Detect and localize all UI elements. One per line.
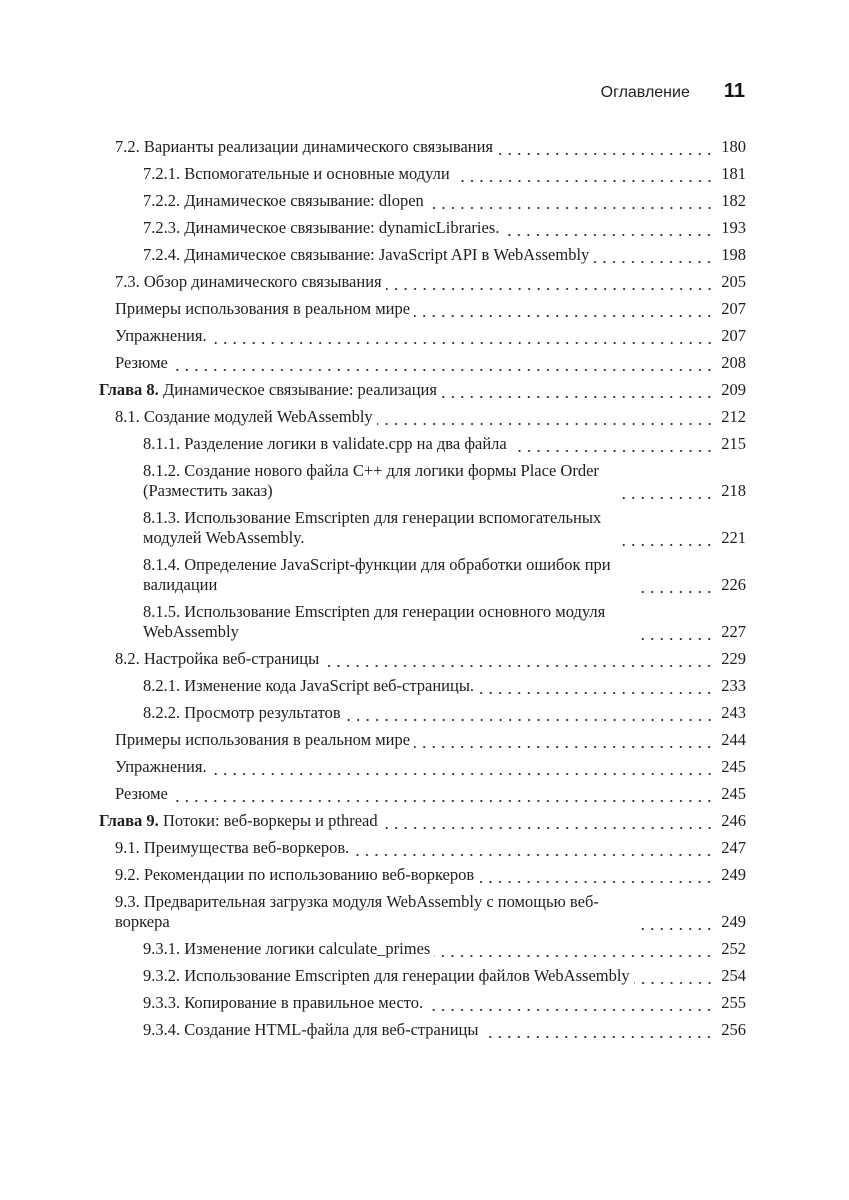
toc-entry[interactable] <box>99 457 746 504</box>
toc-entry-title <box>143 164 450 184</box>
toc-entry-text: 9.3.4. Создание HTML-файла для веб-страницы <box>143 1019 479 1039</box>
toc-entry-text: 9.3.1. Изменение логики calculate_primes <box>143 938 431 958</box>
toc-entry-title <box>115 353 168 373</box>
dot-leader <box>211 326 714 346</box>
toc-entry-text: Упражнения. <box>115 756 207 776</box>
dot-leader <box>377 407 714 427</box>
toc-entry[interactable] <box>99 322 746 349</box>
toc-entry[interactable] <box>99 598 746 645</box>
dot-leader <box>639 912 714 932</box>
toc-page-number: 247 <box>721 837 746 857</box>
toc-entry[interactable] <box>99 645 746 672</box>
dot-leader <box>511 434 714 454</box>
toc-entry-title <box>115 784 168 804</box>
toc-page-number: 182 <box>721 190 746 210</box>
toc-entry-title <box>143 993 423 1013</box>
toc-entry[interactable] <box>99 726 746 753</box>
toc-entry-text: Примеры использования в реальном мире <box>115 298 411 318</box>
toc-entry-text: 7.2.3. Динамическое связывание: dynamicLibraries. <box>143 217 500 237</box>
toc-entry-title <box>115 299 410 319</box>
toc-entry-text: 8.1.4. Определение JavaScript-функции для обработки ошибок при валидации <box>143 554 611 594</box>
toc-entry-text: Потоки: веб-воркеры и pthread <box>162 810 378 830</box>
toc-entry-title <box>143 434 507 454</box>
toc-entry-title <box>115 326 207 346</box>
toc-entry[interactable] <box>99 699 746 726</box>
dot-leader <box>434 939 714 959</box>
dot-leader <box>414 299 714 319</box>
dot-leader <box>441 380 714 400</box>
toc-page-number: 198 <box>721 244 746 264</box>
toc-entry[interactable] <box>99 241 746 268</box>
toc-entry-title <box>115 649 319 669</box>
toc-page-number: 249 <box>721 864 746 884</box>
toc-page-number: 207 <box>721 298 746 318</box>
toc-entry-text: Упражнения. <box>115 325 207 345</box>
toc-entry[interactable] <box>99 403 746 430</box>
dot-leader <box>386 272 714 292</box>
toc-page-number: 215 <box>721 433 746 453</box>
toc-entry-text: 7.2.4. Динамическое связывание: JavaScript API в WebAssembly <box>143 244 590 264</box>
dot-leader <box>323 649 714 669</box>
toc-entry[interactable] <box>99 430 746 457</box>
toc-entry-title <box>115 272 382 292</box>
toc-entry[interactable] <box>99 888 746 935</box>
toc-entry[interactable] <box>99 861 746 888</box>
toc-entry-title <box>143 602 633 642</box>
toc-entry[interactable] <box>99 349 746 376</box>
toc-entry-text: 8.2. Настройка веб-страницы <box>115 648 320 668</box>
toc-entry-text: 7.2.2. Динамическое связывание: dlopen <box>143 190 424 210</box>
toc-entry-title <box>143 555 633 595</box>
dot-leader <box>172 353 714 373</box>
dot-leader <box>428 191 714 211</box>
dot-leader <box>353 838 714 858</box>
toc-entry-text: 8.1.3. Использование Emscripten для генерации вспомогательных модулей WebAssembly. <box>143 507 602 547</box>
toc-page-number: 181 <box>721 163 746 183</box>
toc-entry-title <box>115 865 474 885</box>
toc-page-number: 254 <box>721 965 746 985</box>
toc-entry-text: 9.3.2. Использование Emscripten для генерации файлов WebAssembly <box>143 965 630 985</box>
toc-entry[interactable] <box>99 834 746 861</box>
toc-page-number: 256 <box>721 1019 746 1039</box>
toc-entry-text: 7.2.1. Вспомогательные и основные модули <box>143 163 450 183</box>
toc-entry-title <box>115 407 373 427</box>
dot-leader <box>634 966 714 986</box>
dot-leader <box>637 575 714 595</box>
dot-leader <box>617 481 714 501</box>
toc-entry-title <box>143 218 499 238</box>
toc-entry[interactable] <box>99 295 746 322</box>
toc-entry-title <box>99 811 378 831</box>
dot-leader <box>478 676 714 696</box>
toc-page-number: 193 <box>721 217 746 237</box>
toc-page-number: 255 <box>721 992 746 1012</box>
toc-page-number: 245 <box>721 783 746 803</box>
toc-entry-text: Резюме <box>115 783 168 803</box>
running-header-title: Оглавление <box>600 84 690 101</box>
toc-entry-title <box>115 757 207 777</box>
toc-entry-text: 7.2. Варианты реализации динамического связывания <box>115 136 494 156</box>
toc-entry-title <box>115 838 349 858</box>
toc-page-number: 212 <box>721 406 746 426</box>
toc-entry-text: 8.1.5. Использование Emscripten для генерации основного модуля WebAssembly <box>143 601 606 641</box>
toc-entry-title <box>143 966 630 986</box>
dot-leader <box>211 757 714 777</box>
toc-entry-title <box>115 137 493 157</box>
toc-page-number: 229 <box>721 648 746 668</box>
toc-entry-text: 8.1.1. Разделение логики в validate.cpp на два файла <box>143 433 507 453</box>
toc-entry[interactable] <box>99 1016 746 1043</box>
dot-leader <box>497 137 714 157</box>
table-of-contents <box>99 133 746 1043</box>
toc-entry-text: 9.2. Рекомендации по использованию веб-воркеров <box>115 864 475 884</box>
toc-chapter-entry[interactable] <box>99 376 746 403</box>
toc-entry-text: Динамическое связывание: реализация <box>162 379 437 399</box>
toc-page-number: 243 <box>721 702 746 722</box>
toc-page-number: 221 <box>721 527 746 547</box>
toc-page-number: 226 <box>721 574 746 594</box>
toc-entry[interactable] <box>99 187 746 214</box>
toc-page-number: 209 <box>721 379 746 399</box>
toc-entry[interactable] <box>99 962 746 989</box>
toc-page-number: 208 <box>721 352 746 372</box>
dot-leader <box>637 622 714 642</box>
toc-page-number: 249 <box>721 911 746 931</box>
toc-entry-title <box>99 380 437 400</box>
chapter-label: Глава 9. <box>99 810 159 830</box>
dot-leader <box>345 703 714 723</box>
toc-entry-text: Резюме <box>115 352 168 372</box>
toc-entry[interactable] <box>99 504 746 551</box>
dot-leader <box>427 993 714 1013</box>
toc-page-number: 205 <box>721 271 746 291</box>
toc-entry-text: 8.1.2. Создание нового файла C++ для логики формы Place Order (Разместить заказ) <box>143 460 599 500</box>
dot-leader <box>503 218 714 238</box>
toc-page-number: 244 <box>721 729 746 749</box>
toc-page-number: 207 <box>721 325 746 345</box>
toc-entry-text: 8.2.2. Просмотр результатов <box>143 702 341 722</box>
toc-chapter-entry[interactable] <box>99 807 746 834</box>
toc-page-number: 246 <box>721 810 746 830</box>
toc-entry-title <box>115 730 410 750</box>
toc-entry-title <box>143 676 474 696</box>
toc-entry[interactable] <box>99 672 746 699</box>
toc-entry-title <box>143 245 589 265</box>
toc-page-number: 227 <box>721 621 746 641</box>
dot-leader <box>482 1020 714 1040</box>
toc-entry[interactable] <box>99 989 746 1016</box>
toc-page-number: 252 <box>721 938 746 958</box>
toc-entry-title <box>143 939 430 959</box>
toc-entry-text: 9.3.3. Копирование в правильное место. <box>143 992 424 1012</box>
toc-entry-text: 8.2.1. Изменение кода JavaScript веб-страницы. <box>143 675 475 695</box>
toc-entry[interactable] <box>99 753 746 780</box>
toc-entry[interactable] <box>99 268 746 295</box>
toc-entry-title <box>143 508 613 548</box>
toc-page-number: 245 <box>721 756 746 776</box>
toc-entry-title <box>143 461 613 501</box>
toc-entry-title <box>143 191 424 211</box>
toc-entry-text: 8.1. Создание модулей WebAssembly <box>115 406 373 426</box>
dot-leader <box>172 784 714 804</box>
toc-entry[interactable] <box>99 160 746 187</box>
toc-entry[interactable] <box>99 935 746 962</box>
dot-leader <box>593 245 714 265</box>
toc-entry-title <box>143 1020 478 1040</box>
toc-entry-text: 7.3. Обзор динамического связывания <box>115 271 382 291</box>
toc-entry-title <box>115 892 635 932</box>
toc-page-number: 218 <box>721 480 746 500</box>
toc-entry-text: 9.1. Преимущества веб-воркеров. <box>115 837 350 857</box>
toc-entry[interactable] <box>99 133 746 160</box>
dot-leader <box>382 811 714 831</box>
toc-entry-title <box>143 703 341 723</box>
dot-leader <box>617 528 714 548</box>
toc-page-number: 233 <box>721 675 746 695</box>
dot-leader <box>478 865 714 885</box>
page-number: 11 <box>723 80 745 102</box>
toc-entry[interactable] <box>99 214 746 241</box>
dot-leader <box>454 164 714 184</box>
toc-entry[interactable] <box>99 780 746 807</box>
running-header <box>601 80 745 103</box>
toc-entry-text: 9.3. Предварительная загрузка модуля WebAssembly с помощью веб-воркера <box>115 891 599 931</box>
toc-page-number: 180 <box>721 136 746 156</box>
chapter-label: Глава 8. <box>99 379 159 399</box>
dot-leader <box>414 730 714 750</box>
toc-entry[interactable] <box>99 551 746 598</box>
toc-entry-text: Примеры использования в реальном мире <box>115 729 411 749</box>
